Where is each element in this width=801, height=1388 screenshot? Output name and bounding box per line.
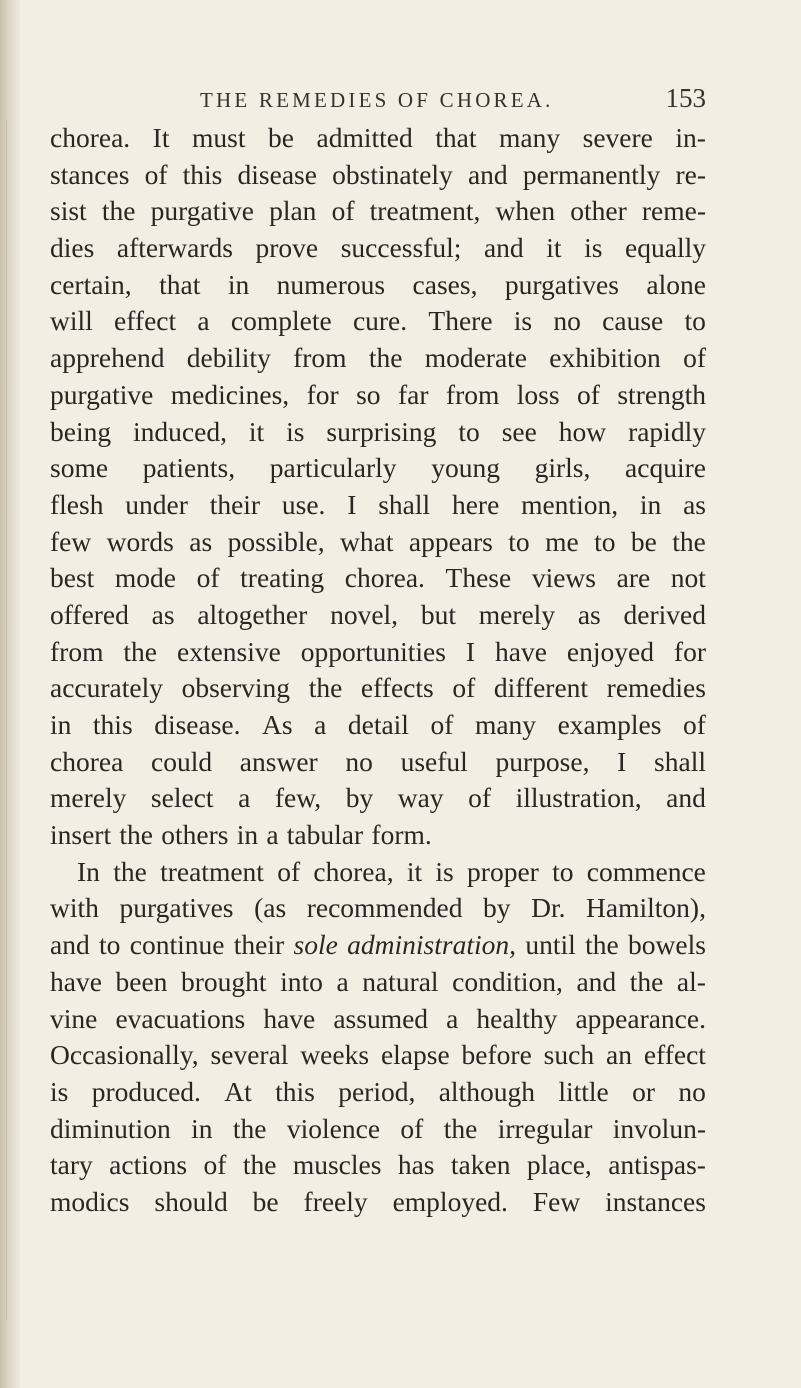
word: involun- [612,1112,706,1144]
word: and [576,965,617,997]
text-line-23 [50,927,706,964]
word: purgative [50,378,154,410]
word: and [666,782,706,814]
word: instances [605,1185,706,1217]
word: brought [180,965,267,997]
text-line-24 [50,964,706,1001]
word: must [192,122,246,153]
text-line-13 [50,560,706,597]
word: evacuations [115,1002,246,1034]
italic-word: sole [293,929,338,961]
word: cause [602,305,664,337]
text-line-2 [50,157,706,194]
word: that [435,122,477,153]
italic-word: administration, [347,929,517,961]
word: shall [654,745,706,777]
word: moderate [424,342,528,374]
word: disease. [154,709,241,740]
word: to [594,525,616,557]
word: healthy [476,1002,558,1034]
word: appears [408,525,493,557]
word: accurately [50,672,163,704]
word: answer [239,745,318,777]
word: muscles [292,1149,382,1181]
word: from [293,342,347,374]
page-number: 153 [665,83,706,113]
word: use. [281,488,326,520]
word: the [123,635,158,667]
text-line-18 [50,744,706,781]
word: obstinately [332,158,453,190]
word: little [558,1075,609,1107]
word: elapse [380,1039,450,1071]
word: plan [269,195,317,227]
word: merely [478,598,556,630]
word: how [558,415,607,447]
word: that [159,268,201,300]
word: see [501,415,537,447]
word: Hamilton), [586,892,706,924]
word: of [468,782,492,814]
word: of [144,158,168,190]
word: this [275,1075,315,1107]
word: before [461,1039,532,1071]
word: is [435,855,454,887]
word: treatment [160,855,264,887]
word: a [336,965,349,997]
word: opportunities [300,635,446,667]
word: purgatives [119,892,234,924]
text-line-1 [50,120,706,157]
word: for [673,635,706,667]
page-gutter [0,0,20,1388]
word: several [210,1039,289,1071]
word: their [209,488,261,520]
word: remedies [606,672,706,704]
body-text [50,120,706,1221]
word: produced. [91,1075,201,1107]
word: are [616,562,651,594]
word: other [570,195,627,227]
word: derived [623,598,706,630]
word: girls, [534,452,591,484]
word: period, [338,1075,416,1107]
word: purgative [150,195,254,227]
word: no [345,745,373,777]
word: many [499,122,561,153]
word: of [400,1112,424,1144]
word: the [101,195,136,227]
word: severe [582,122,653,153]
word: merely [50,782,127,814]
word: the [629,965,664,997]
word: a [446,1002,459,1034]
word: views [531,562,596,594]
text-line-16 [50,670,706,707]
word: it [248,415,265,447]
word: the [232,1112,267,1144]
word: from [445,378,500,410]
word: of [331,195,355,227]
word: insert [50,819,112,851]
word: to [99,929,121,961]
word: useful [400,745,468,777]
word: proper [467,855,539,887]
word: re- [675,158,706,190]
word: successful; [340,232,462,264]
word: in [191,1112,213,1144]
word: Dr. [531,892,566,924]
word: recommended [306,892,463,924]
word: mention, [521,488,619,520]
word: irregular [497,1112,593,1144]
word: has [397,1149,435,1181]
word: diminution [50,1112,171,1144]
word: the [672,525,706,557]
word: commence [586,855,706,887]
word: in [639,488,662,520]
word: complete [230,305,332,337]
text-line-15 [50,634,706,671]
word: is [50,1075,69,1107]
text-line-10 [50,450,706,487]
word: These [445,562,512,594]
word: the [242,1149,277,1181]
word: acquire [625,452,706,484]
word: as [151,598,175,630]
word: is [584,232,603,264]
word: the [113,855,147,887]
text-line-7 [50,340,706,377]
text-line-17 [50,707,706,744]
word: few [50,525,92,557]
word: particularly [269,452,397,484]
word: It [152,122,170,153]
word: as [577,598,601,630]
word: I [617,745,627,777]
word: At [224,1075,252,1107]
word: could [150,745,213,777]
text-line-25 [50,1001,706,1038]
word: freely [303,1185,368,1217]
text-line-5 [50,267,706,304]
word: certain, [50,268,132,300]
word: rapidly [628,415,706,447]
word: condition, [452,965,563,997]
word: been [115,965,168,997]
word: the [119,819,153,851]
text-line-8 [50,377,706,414]
word: actions [109,1149,188,1181]
word: Few [532,1185,581,1217]
word: young [431,452,500,484]
word: of [277,855,301,887]
word: cases, [412,268,478,300]
word: under [125,488,188,520]
word: until [525,929,576,961]
word: alone [646,268,706,300]
word: treating [240,562,325,594]
book-page [50,80,706,1221]
word: here [451,488,500,520]
word: from [50,635,104,667]
word: reme- [641,195,706,227]
word: Occasionally, [50,1039,199,1071]
word: a [266,819,279,851]
word: continue [129,929,225,961]
word: flesh [50,488,104,520]
word: mode [114,562,177,594]
word: bowels [628,929,706,961]
text-line-12 [50,524,706,561]
word: permanently [522,158,661,190]
word: novel, [330,598,399,630]
word: natural [362,965,439,997]
word: in [227,268,250,300]
word: to [684,305,706,337]
word: employed. [392,1185,508,1217]
word: vine [50,1002,98,1034]
word: antispas- [608,1149,706,1181]
text-line-9 [50,414,706,451]
word: and [50,929,90,961]
text-line-29 [50,1147,706,1184]
word: have [263,1002,316,1034]
text-line-11 [50,487,706,524]
word: exhibition [549,342,661,374]
word: enjoyed [566,635,654,667]
word: and [467,158,508,190]
word: dies [50,232,95,264]
word: no [678,1075,706,1107]
text-line-30 [50,1184,706,1221]
word: this [182,158,223,190]
text-line-4 [50,230,706,267]
word: taken [450,1149,511,1181]
word: debility [186,342,271,374]
word: equally [625,232,706,264]
word: a [197,305,210,337]
word: cure. [352,305,408,337]
word: with [50,892,99,924]
word: into [280,965,323,997]
word: an [605,1039,632,1071]
word: treatment, [369,195,481,227]
word: the [308,672,343,704]
word: by [483,892,511,924]
word: purpose, [495,745,590,777]
word: form. [371,819,432,851]
word: patients, [142,452,236,484]
word: admitted [316,122,413,153]
word: violence [286,1112,381,1144]
word: loss [516,378,560,410]
word: the [368,342,403,374]
word: no [553,305,581,337]
word: assumed [333,1002,429,1034]
gutter-shadow-line [6,120,7,1320]
word: in [50,709,72,740]
word: the [585,929,619,961]
text-line-19 [50,780,706,817]
word: sist [50,195,87,227]
word: (as [254,892,287,924]
word: a [314,709,327,740]
word: as [189,525,213,557]
word: examples [557,709,662,740]
word: the [443,1112,478,1144]
word: such [543,1039,595,1071]
word: surprising [326,415,437,447]
word: have [50,965,102,997]
word: far [397,378,429,410]
word: and [483,232,524,264]
word: different [493,672,589,704]
text-line-28 [50,1111,706,1148]
word: afterwards [116,232,233,264]
word: select [150,782,214,814]
word: induced, [133,415,227,447]
word: in- [675,122,706,153]
word: I [465,635,476,667]
word: by [345,782,374,814]
page-header [50,80,706,120]
word: although [438,1075,535,1107]
word: illustration, [515,782,642,814]
word: chorea. [344,562,425,594]
word: as [683,488,706,520]
word: have [495,635,547,667]
word: I [347,488,357,520]
text-line-6 [50,303,706,340]
word: of [683,342,706,374]
word: some [50,452,109,484]
word: their [233,929,285,961]
word: what [340,525,394,557]
word: chorea. [50,122,131,153]
word: be [252,1185,279,1217]
word: effect [643,1039,706,1071]
running-head: THE REMEDIES OF CHOREA. [200,88,554,112]
word: of [577,378,600,410]
word: being [50,415,112,447]
word: al- [676,965,706,997]
word: There [428,305,493,337]
text-line-26 [50,1037,706,1074]
word: of [452,672,476,704]
word: will [50,305,93,337]
word: others [161,819,229,851]
word: disease [237,158,317,190]
word: when [495,195,556,227]
word: place, [526,1149,592,1181]
text-line-27 [50,1074,706,1111]
word: As [262,709,293,740]
word: weeks [300,1039,370,1071]
word: for [306,378,339,410]
word: In [77,855,100,887]
word: be [630,525,657,557]
word: chorea [50,745,124,777]
word: strength [617,378,706,410]
word: purgatives [504,268,619,300]
word: or [632,1075,656,1107]
text-line-14 [50,597,706,634]
text-line-22 [50,890,706,927]
word: numerous [276,268,386,300]
word: chorea, [313,855,394,887]
word: me [545,525,579,557]
word: of [682,709,706,740]
word: offered [50,598,129,630]
word: shall [378,488,431,520]
word: modics [50,1185,130,1217]
word: way [397,782,444,814]
word: tary [50,1149,93,1181]
word: words [106,525,174,557]
word: stances [50,158,130,190]
word: is [286,415,305,447]
word: effect [114,305,177,337]
word: to [458,415,480,447]
text-line-20 [50,817,706,854]
word: to [552,855,574,887]
word: medicines, [170,378,290,410]
word: appearance. [575,1002,706,1034]
word: extensive [176,635,281,667]
text-line-21 [50,854,706,891]
word: few, [274,782,322,814]
word: but [420,598,456,630]
word: effects [360,672,434,704]
word: so [356,378,381,410]
word: in [236,819,259,851]
word: many [474,709,537,740]
word: is [513,305,533,337]
word: should [154,1185,228,1217]
word: of [196,562,220,594]
word: apprehend [50,342,165,374]
word: of [203,1149,227,1181]
word: not [670,562,706,594]
word: detail [347,709,409,740]
word: it [546,232,562,264]
word: observing [181,672,291,704]
word: altogether [197,598,308,630]
word: this [92,709,133,740]
word: prove [255,232,319,264]
word: best [50,562,95,594]
text-line-3 [50,193,706,230]
word: possible, [227,525,325,557]
word: to [508,525,530,557]
word: be [268,122,294,153]
word: a [238,782,251,814]
word: tabular [286,819,364,851]
word: of [430,709,454,740]
word: it [406,855,423,887]
